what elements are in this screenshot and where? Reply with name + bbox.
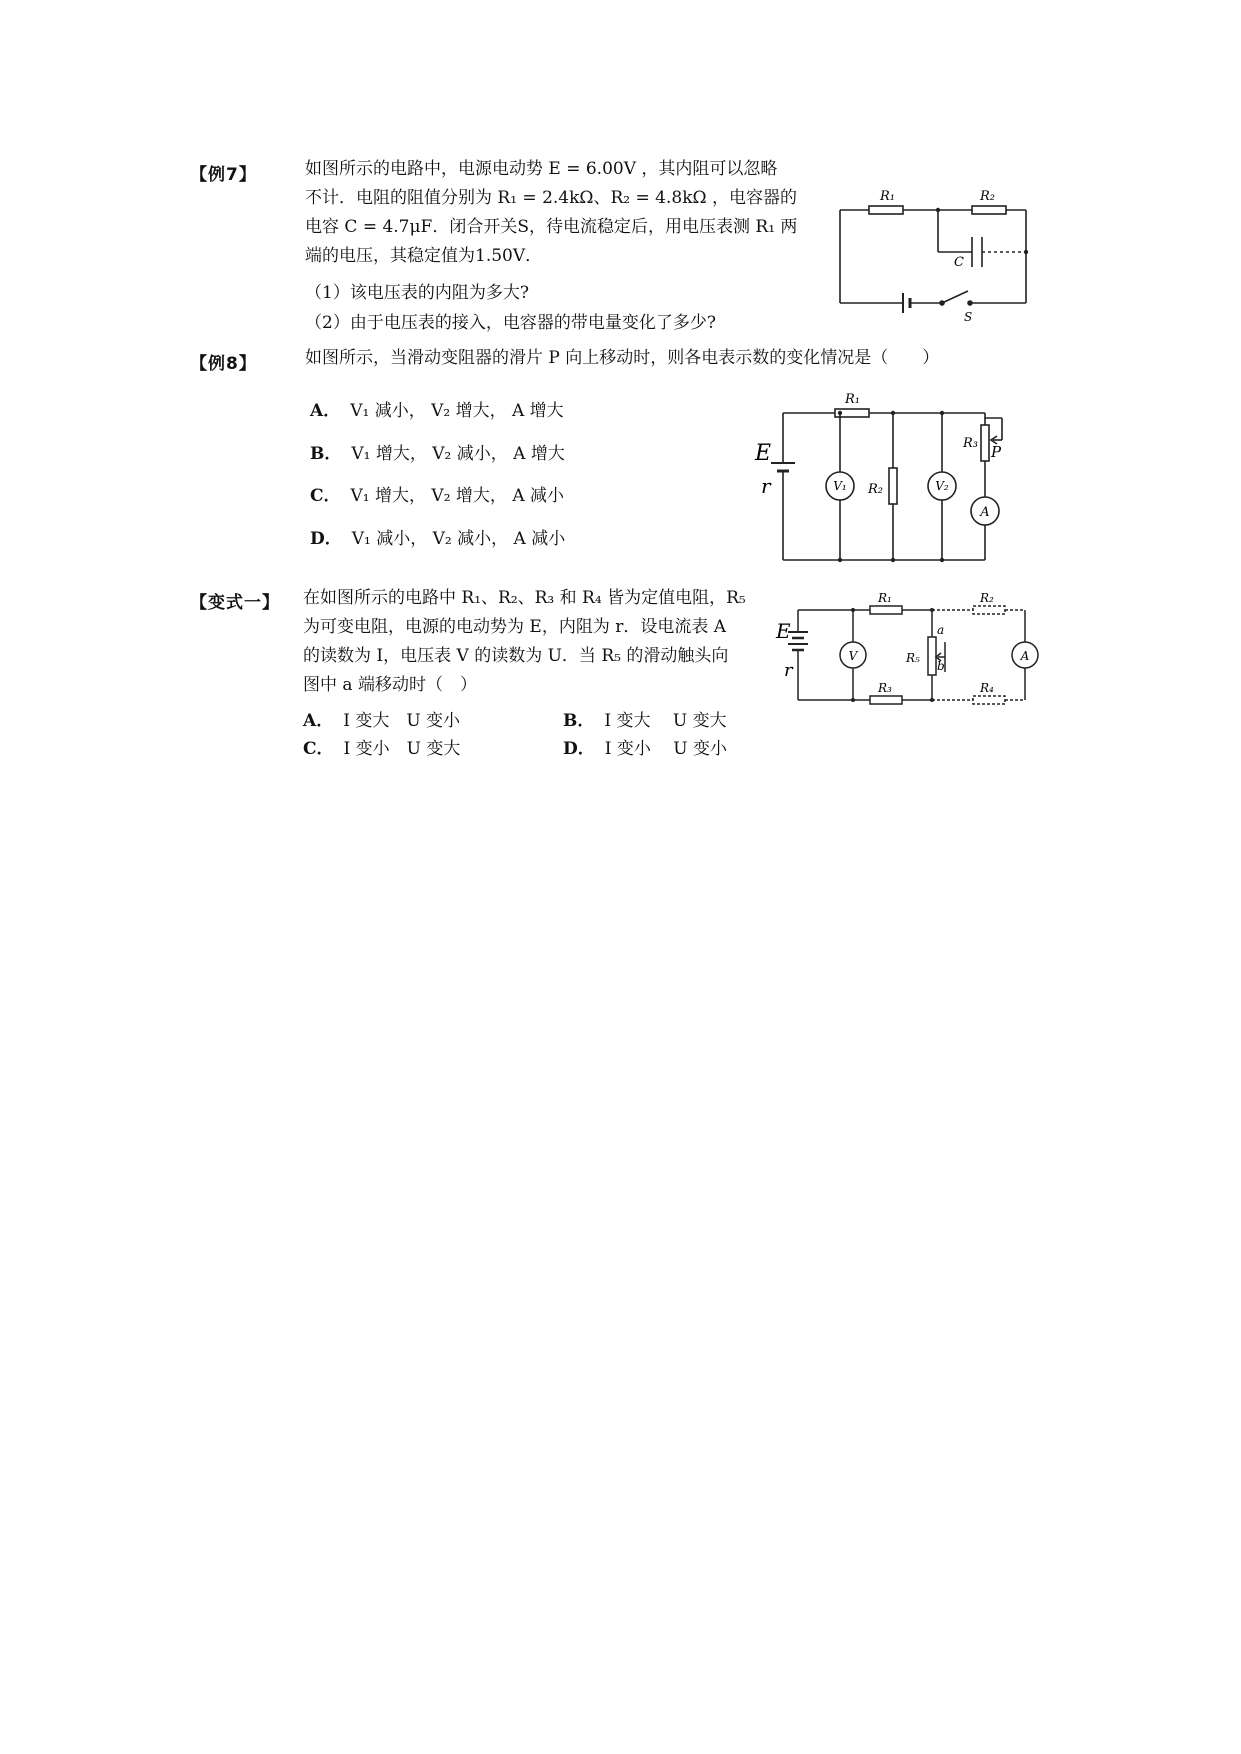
r2-resistor xyxy=(973,606,1005,614)
variant-1-option-a xyxy=(303,706,460,731)
option-key: A． xyxy=(310,401,341,421)
example-8-option-b xyxy=(310,439,565,464)
option-key: D． xyxy=(563,739,595,759)
variant-1-line-4: 图中 a 端移动时（ ） xyxy=(303,675,477,695)
example-7-line-3: 电容 C = 4.7μF．闭合开关S，待电流稳定后，用电压表测 R₁ 两 xyxy=(305,217,798,237)
r2-resistor xyxy=(972,206,1006,214)
r3-rheostat xyxy=(981,425,989,461)
example-7-line-2: 不计．电阻的阻值分别为 R₁ = 2.4kΩ、R₂ = 4.8kΩ ，电容器的 xyxy=(305,188,798,208)
example-7-line-1: 如图所示的电路中，电源电动势 E = 6.00V ，其内阻可以忽略 xyxy=(305,159,778,179)
v2-label: V₂ xyxy=(935,479,949,493)
option-key: C． xyxy=(310,486,341,506)
r4-label: R₄ xyxy=(980,681,994,695)
example-8-option-d xyxy=(310,524,565,549)
b-node-label: b xyxy=(937,659,945,673)
option-key: D． xyxy=(310,529,342,549)
option-text: V₁ 减小， V₂ 增大， A 增大 xyxy=(350,401,564,421)
r4-resistor xyxy=(973,696,1005,704)
r1-resistor xyxy=(869,206,903,214)
variant-1-circuit-diagram xyxy=(776,590,1040,710)
example-7-line-4: 端的电压，其稳定值为1.50V． xyxy=(305,246,543,266)
option-key: C． xyxy=(303,739,334,759)
variant-1-option-b xyxy=(563,706,727,731)
r3-resistor xyxy=(870,696,902,704)
option-text: V₁ 减小， V₂ 减小， A 减小 xyxy=(351,529,566,549)
switch-blade xyxy=(942,291,968,303)
option-key: B． xyxy=(310,444,342,464)
e-label: E xyxy=(755,441,772,466)
option-text: V₁ 增大， V₂ 减小， A 增大 xyxy=(351,444,565,464)
c-label: C xyxy=(954,255,964,270)
r2-label: R₂ xyxy=(868,482,883,497)
r-label: r xyxy=(761,474,771,498)
a-label: A xyxy=(980,505,990,520)
option-text: I 变小 U 变大 xyxy=(343,739,461,759)
r1-label: R₁ xyxy=(878,591,892,605)
a-meter-label: A xyxy=(1020,649,1030,663)
r3-label: R₃ xyxy=(878,681,892,695)
variant-1-line-3: 的读数为 I，电压表 V 的读数为 U．当 R₅ 的滑动触头向 xyxy=(303,646,729,666)
variant-1-line-2: 为可变电阻，电源的电动势为 E，内阻为 r．设电流表 A xyxy=(303,617,727,637)
v-label: V xyxy=(848,649,858,663)
option-text: I 变大 U 变大 xyxy=(604,711,727,731)
r5-label: R₅ xyxy=(906,651,920,665)
option-key: B． xyxy=(563,711,595,731)
example-7-label: 【例7】 xyxy=(190,165,257,185)
r1-label: R₁ xyxy=(845,392,860,407)
r2-label: R₂ xyxy=(980,591,994,605)
r1-resistor xyxy=(870,606,902,614)
s-label: S xyxy=(964,310,973,324)
example-8-option-a xyxy=(310,396,564,421)
r2-resistor xyxy=(889,468,897,504)
variant-1-option-d xyxy=(563,734,727,759)
variant-1-line-1: 在如图所示的电路中 R₁、R₂、R₃ 和 R₄ 皆为定值电阻，R₅ xyxy=(303,588,746,608)
example-8-option-c xyxy=(310,481,564,506)
option-text: V₁ 增大， V₂ 增大， A 减小 xyxy=(350,486,565,506)
r5-rheostat xyxy=(928,637,936,675)
example-8-label: 【例8】 xyxy=(190,354,257,374)
variant-1-text xyxy=(303,584,746,700)
example-8-question: 如图所示，当滑动变阻器的滑片 P 向上移动时，则各电表示数的变化情况是（ ） xyxy=(305,348,940,368)
example-8-circuit-diagram xyxy=(755,385,1015,570)
r1-label: R₁ xyxy=(880,189,895,204)
r-label: r xyxy=(784,660,793,681)
e-label: E xyxy=(776,619,791,643)
example-7-circuit-diagram xyxy=(830,180,1060,324)
option-key: A． xyxy=(303,711,334,731)
v1-label: V₁ xyxy=(833,479,847,493)
variant-1-label: 【变式一】 xyxy=(190,593,280,613)
a-node-label: a xyxy=(937,623,945,637)
variant-1-option-c xyxy=(303,734,460,759)
example-7-question-1: （1）该电压表的内阻为多大? xyxy=(305,283,529,303)
r2-label: R₂ xyxy=(980,189,995,204)
option-text: I 变小 U 变小 xyxy=(604,739,728,759)
p-label: P xyxy=(991,443,1002,461)
example-7-question-2: （2）由于电压表的接入，电容器的带电量变化了多少? xyxy=(305,313,716,333)
r3-label: R₃ xyxy=(963,436,978,451)
example-7-text xyxy=(305,155,797,271)
option-text: I 变大 U 变小 xyxy=(343,711,461,731)
